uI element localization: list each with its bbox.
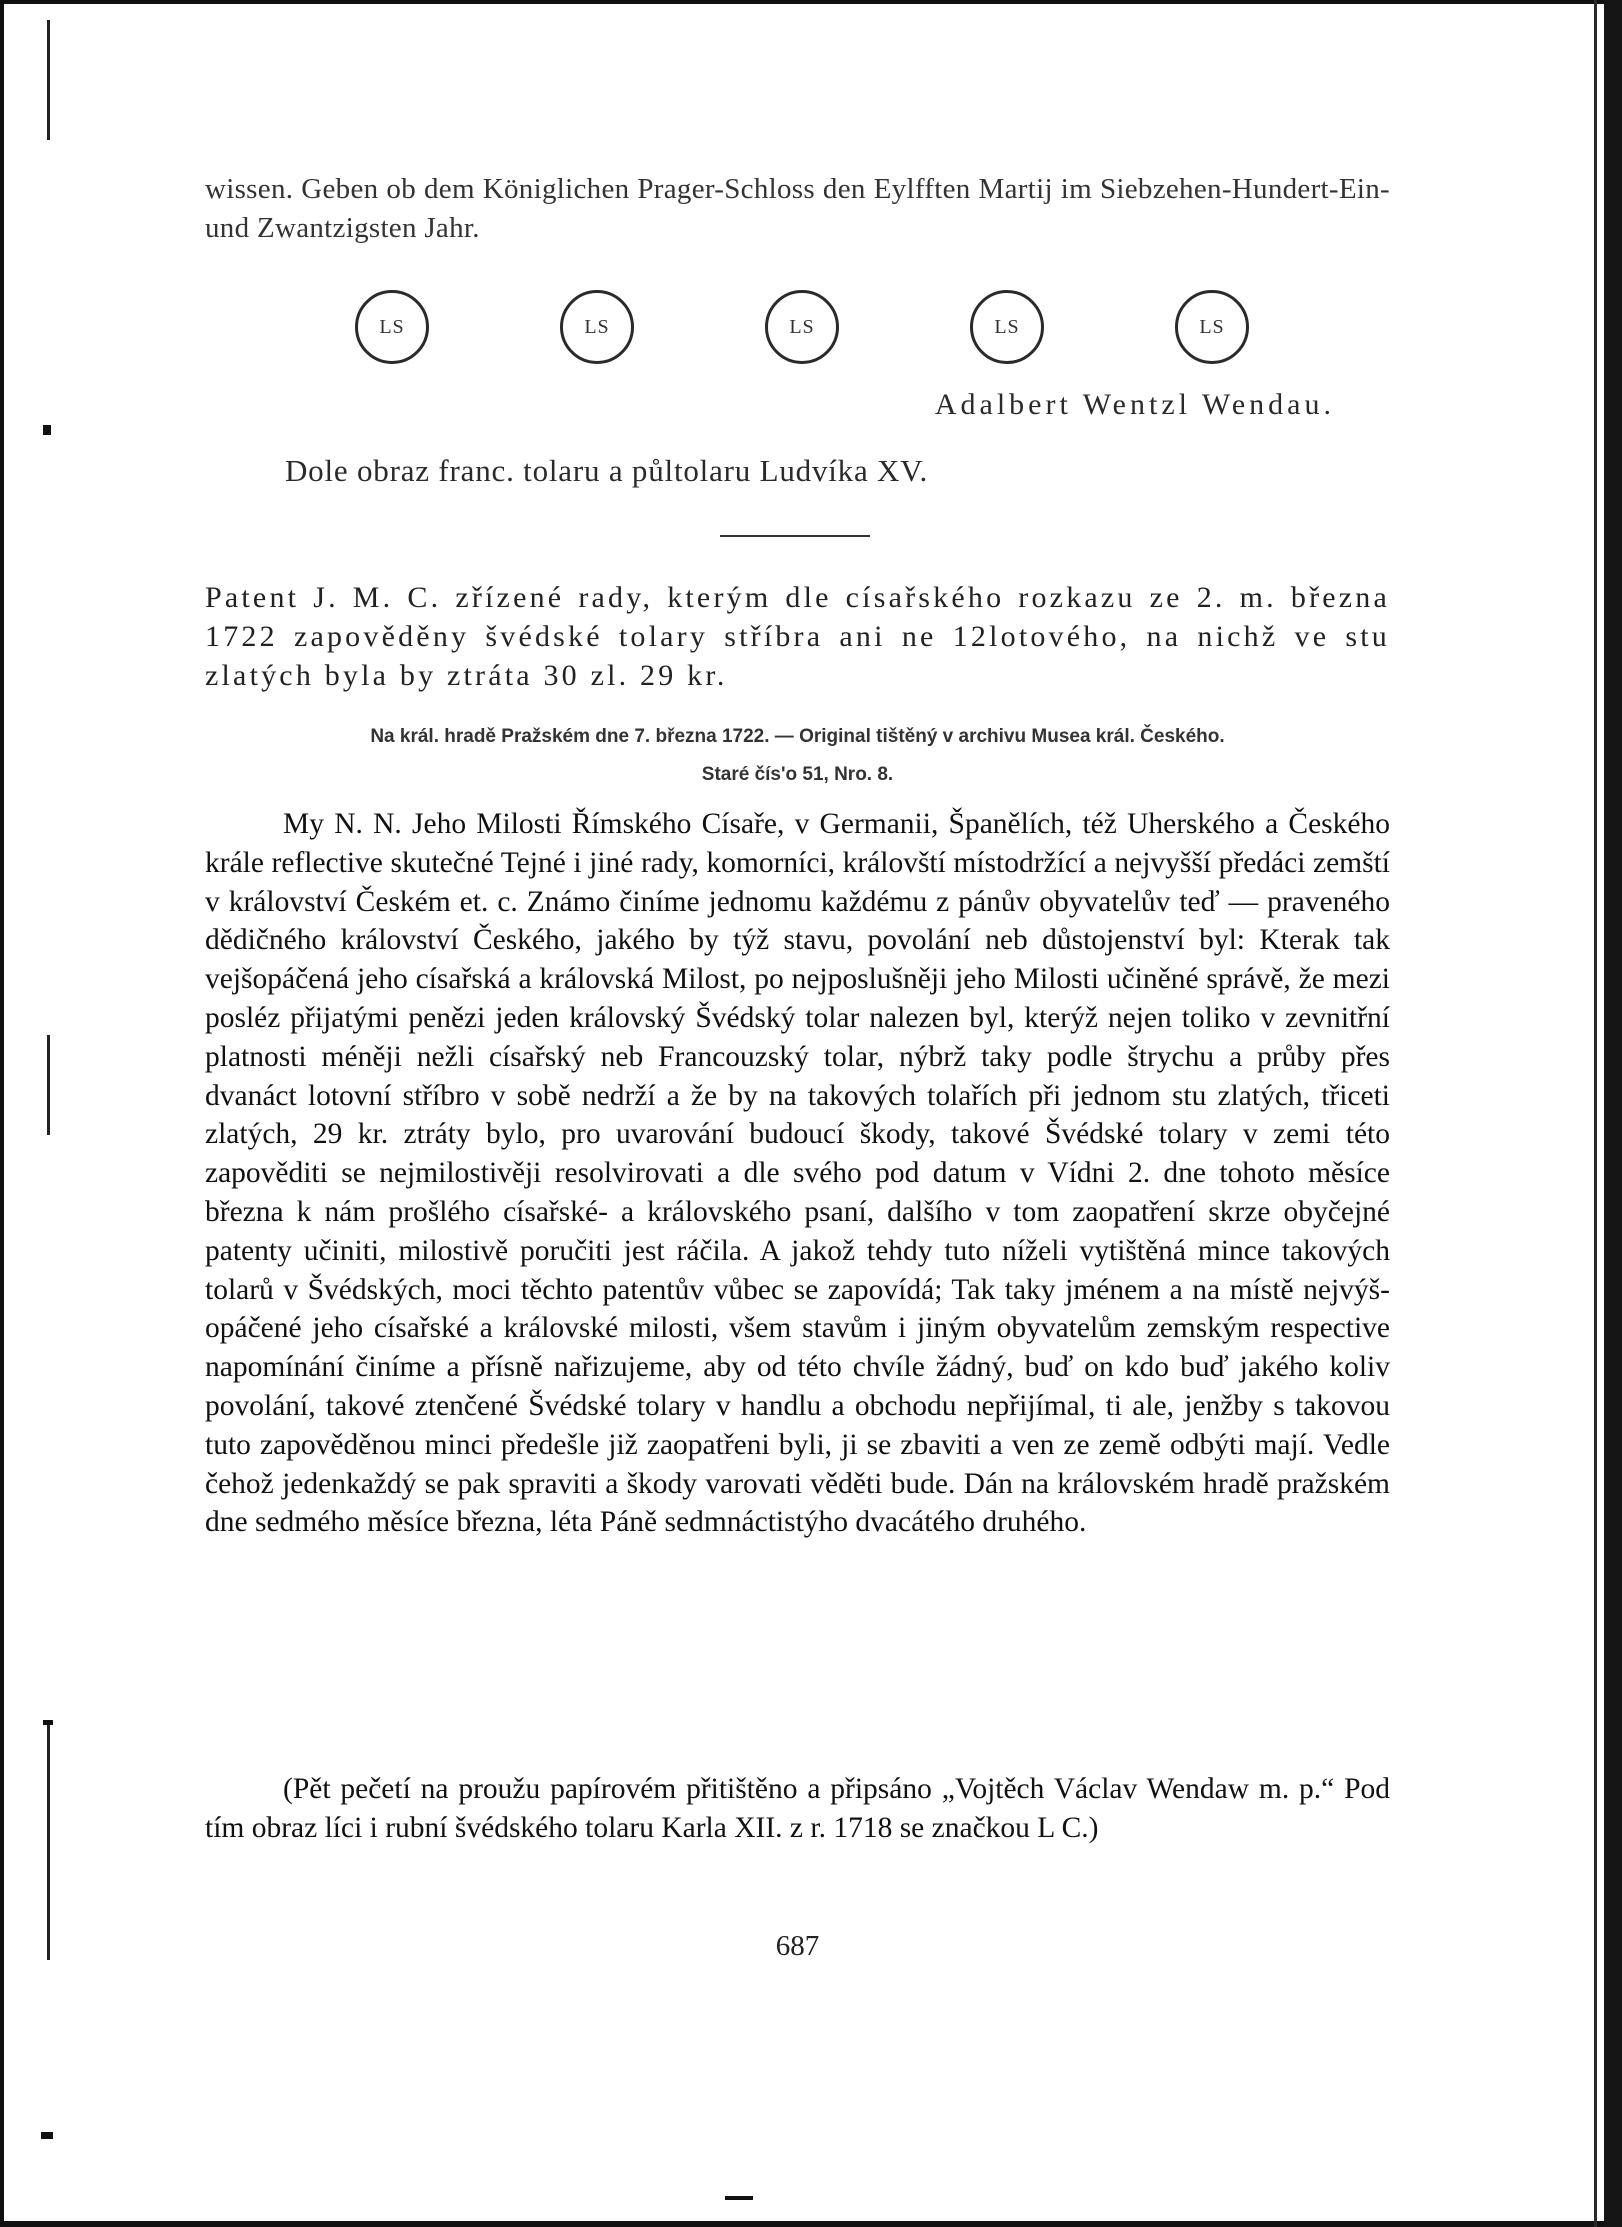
margin-mark — [41, 2132, 53, 2139]
scan-border-bottom — [0, 2221, 1622, 2227]
source-citation — [205, 718, 1390, 794]
binding-margin-line — [47, 20, 50, 140]
body-paragraph: My N. N. Jeho Milosti Římského Císaře, v Germanii, Španělích, též Uherského a Českého krále reflective skutečné Tejné i jiné rady, komorníci, královští místodržící a nejvyšší předáci zemští v království Českém et. c. Známo činíme jednomu každému z pánův obyvatelův teď — praveného dědičného království Českého, jakého by týž stavu, povolání neb důstojenství byl: Kterak tak vejšopáčená jeho císařská a královská Milost, po nejposlušněji jeho Milosti učiněné správě, že mezi posléz přijatými penězi jeden královský Švédský tolar nalezen byl, kterýž nejen toliko v zevnitřní platnosti méněji nežli císařský neb Francouzský tolar, nýbrž taky podle štrychu a průby přes dvanáct lotovní stříbro v sobě nedrží a že by na takových tolařích při jednom stu zlatých, třiceti zlatých, 29 kr. ztráty bylo, pro uvarování budoucí škody, takové Švédské tolary v zemi této zapověditi se nejmilostivěji resolvirovati a dle svého pod datum v Vídni 2. dne tohoto měsíce března k nám prošlého císařské- a královského psaní, dalšího v tom zaopatření skrze obyčejné patenty učiniti, milostivě poručiti jest ráčila. A jakož tehdy tuto níželi vytištěná mince takových tolarů v Švédských, moci těchto patentův vůbec se zapovídá; Tak taky jménem a na místě nejvýš-opáčené jeho císařské a královské milosti, všem stavům i jiným obyvatelům zemským respective napomínání činíme a přísně nařizujeme, aby od této chvíle žádný, buď on kdo buď jakého koliv povolání, takové ztenčené Švédské tolary v handlu a obchodu nepřijímal, ti ale, jenžby s takovou tuto zapověděnou minci předešle již zaopatřeni byli, ji se zbaviti a ven ze země odbýti mají. Vedle čehož jedenkaždý se pak spraviti a škody varovati věděti bude. Dán na královském hradě pražském dne sedmého měsíce března, léta Páně sedmnáctistýho dvacátého druhého. — [205, 808, 1390, 1539]
seal-mark: LS — [1175, 290, 1249, 364]
scan-border-left — [0, 0, 4, 2227]
scan-border-right-inner — [1594, 0, 1597, 2227]
section-divider — [720, 535, 870, 537]
intro-paragraph: wissen. Geben ob dem Königlichen Prager-Schloss den Eylfften Martij im Siebzehen-Hundert-Ein- und Zwantzigsten Jahr. — [205, 173, 1390, 244]
margin-mark — [43, 425, 51, 435]
margin-mark — [43, 1720, 53, 1725]
source-line: Staré čís'o 51, Nro. 8. — [701, 764, 894, 785]
document-page — [205, 170, 1390, 1962]
page-number: 687 — [775, 1930, 820, 1962]
source-line: Na král. hradě Pražském dne 7. března 1722. — Original tištěný v archivu Musea král. Českého. — [370, 726, 1225, 747]
closing-note: (Pět pečetí na proužu papírovém přitištěno a připsáno „Vojtěch Václav Wendaw m. p.“ Pod tím obraz líci i rubní švédského tolaru Karla XII. z r. 1718 se značkou L C.) — [205, 1773, 1390, 1844]
seal-mark: LS — [970, 290, 1044, 364]
seal-row — [205, 290, 1390, 380]
image-note: Dole obraz franc. tolaru a půltolaru Ludvíka XV. — [285, 453, 928, 488]
document-heading: Patent J. M. C. zřízené rady, kterým dle císařského rozkazu ze 2. m. března 1722 zapověděny švédské tolary stříbra ani ne 12lotového, na nichž ve stu zlatých byla by ztráta 30 zl. 29 kr. — [205, 581, 1390, 692]
seal-mark: LS — [765, 290, 839, 364]
scan-border-right — [1604, 0, 1622, 2227]
binding-margin-line — [47, 1035, 50, 1135]
signatory-name: Adalbert Wentzl Wendau. — [934, 388, 1335, 421]
scan-border-top — [0, 0, 1622, 4]
margin-mark — [725, 2196, 753, 2200]
seal-mark: LS — [355, 290, 429, 364]
seal-mark: LS — [560, 290, 634, 364]
binding-margin-line — [47, 1720, 50, 1960]
